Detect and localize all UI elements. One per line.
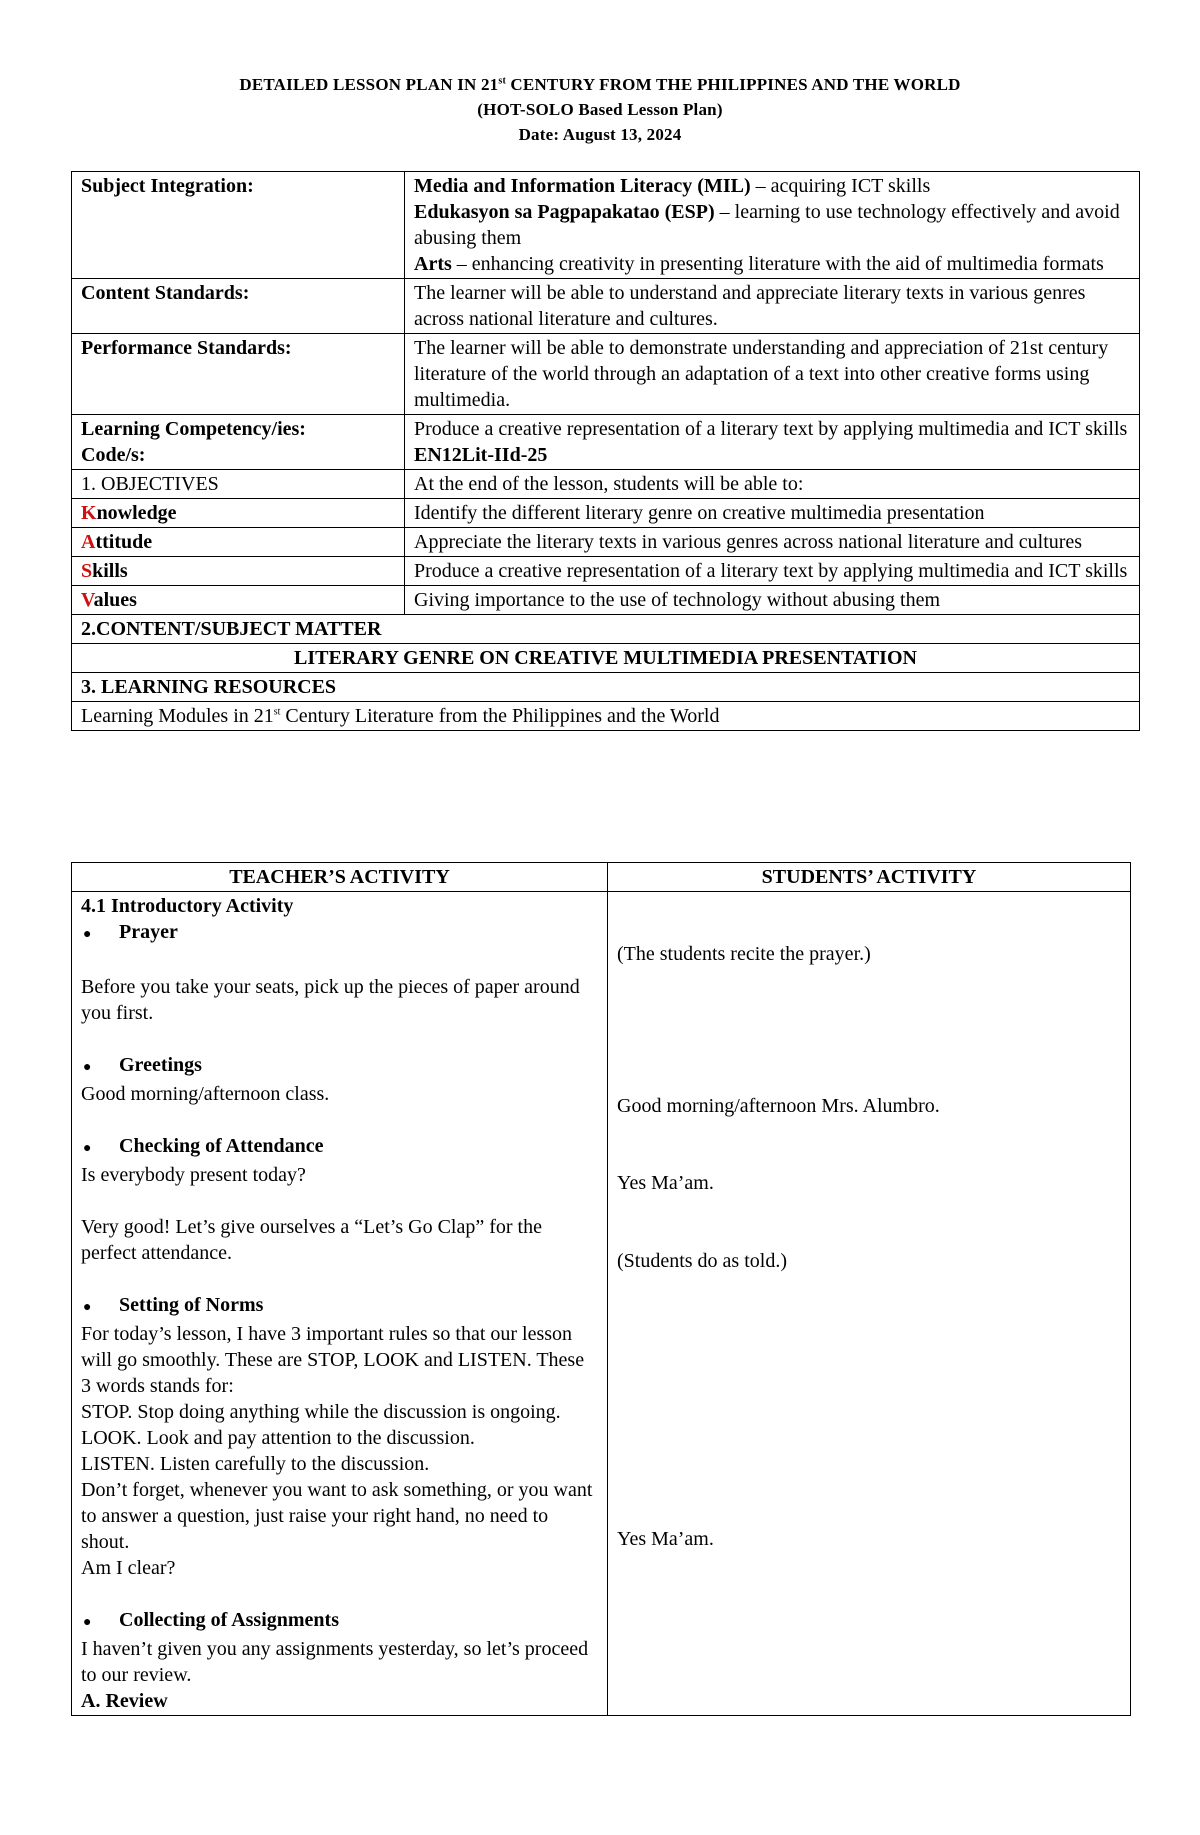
intro-heading: 4.1 Introductory Activity [81, 895, 294, 917]
student-activity-cell [608, 892, 1131, 1716]
content-standards-value: The learner will be able to understand and appreciate literary texts in various genres across national literature and cultures. [405, 279, 1140, 334]
norms-listen: LISTEN. Listen carefully to the discussion. [81, 1453, 430, 1475]
attitude-value: Appreciate the literary texts in various genres across national literature and cultures [405, 528, 1140, 557]
values-row [72, 586, 1140, 615]
assignments-bullet: ● Collecting of Assignments [81, 1607, 598, 1636]
student-do-as-told: (Students do as told.) [617, 1250, 787, 1272]
activity-body-row [72, 892, 1131, 1716]
attitude-row [72, 528, 1140, 557]
content-title-row [72, 644, 1140, 673]
content-heading-row [72, 615, 1140, 644]
norms-reminder: Don’t forget, whenever you want to ask something, or you want to answer a question, just raise your right hand, no need to shout. [81, 1479, 593, 1553]
subject-integration-row [72, 172, 1140, 279]
norms-intro: For today’s lesson, I have 3 important rules so that our lesson will go smoothly. These are STOP, LOOK and LISTEN. These 3 words stands for: [81, 1323, 585, 1397]
greetings-bullet: ● Greetings [81, 1052, 598, 1081]
attendance-question: Is everybody present today? [81, 1164, 306, 1186]
performance-standards-value: The learner will be able to demonstrate understanding and appreciation of 21st century literature of the world through an adaptation of a text into other creative forms using multimedia. [405, 334, 1140, 415]
norms-stop: STOP. Stop doing anything while the discussion is ongoing. [81, 1401, 561, 1423]
skills-label: Skills [72, 557, 405, 586]
competency-row [72, 415, 1140, 470]
competency-value: Produce a creative representation of a literary text by applying multimedia and ICT skills EN12Lit-IId-25 [405, 415, 1140, 470]
resources-value: Learning Modules in 21st Century Literature from the Philippines and the World [72, 702, 1140, 731]
lesson-plan-table [71, 171, 1140, 731]
document-subtitle: (HOT-SOLO Based Lesson Plan) [477, 100, 723, 119]
performance-standards-label: Performance Standards: [72, 334, 405, 415]
values-value: Giving importance to the use of technology without abusing them [405, 586, 1140, 615]
attendance-bullet: ● Checking of Attendance [81, 1133, 598, 1162]
norms-look: LOOK. Look and pay attention to the discussion. [81, 1427, 475, 1449]
values-label: Values [72, 586, 405, 615]
performance-standards-row [72, 334, 1140, 415]
bullet-icon: ● [83, 1300, 92, 1315]
norms-check: Am I clear? [81, 1557, 176, 1579]
student-greeting: Good morning/afternoon Mrs. Alumbro. [617, 1095, 940, 1117]
content-title: LITERARY GENRE ON CREATIVE MULTIMEDIA PRESENTATION [72, 644, 1140, 673]
knowledge-value: Identify the different literary genre on creative multimedia presentation [405, 499, 1140, 528]
skills-row [72, 557, 1140, 586]
student-activity-header: STUDENTS’ ACTIVITY [608, 863, 1131, 892]
bullet-icon: ● [83, 927, 92, 942]
prayer-text: Before you take your seats, pick up the pieces of paper around you first. [81, 976, 580, 1024]
document-header [0, 72, 1200, 147]
teacher-activity-cell [72, 892, 608, 1716]
bullet-icon: ● [83, 1060, 92, 1075]
content-standards-label: Content Standards: [72, 279, 405, 334]
student-prayer: (The students recite the prayer.) [617, 943, 871, 965]
skills-value: Produce a creative representation of a literary text by applying multimedia and ICT skills [405, 557, 1140, 586]
assignments-text: I haven’t given you any assignments yesterday, so let’s proceed to our review. [81, 1638, 589, 1686]
objectives-row [72, 470, 1140, 499]
prayer-bullet: ● Prayer [81, 919, 598, 948]
resources-row [72, 702, 1140, 731]
competency-code: EN12Lit-IId-25 [414, 444, 548, 466]
subject-integration-label: Subject Integration: [72, 172, 405, 279]
objectives-label: 1. OBJECTIVES [72, 470, 405, 499]
bullet-icon: ● [83, 1141, 92, 1156]
content-heading: 2.CONTENT/SUBJECT MATTER [72, 615, 1140, 644]
greetings-text: Good morning/afternoon class. [81, 1083, 330, 1105]
document-date: Date: August 13, 2024 [518, 125, 682, 144]
review-heading: A. Review [81, 1690, 168, 1712]
teacher-activity-header: TEACHER’S ACTIVITY [72, 863, 608, 892]
attendance-praise: Very good! Let’s give ourselves a “Let’s Go Clap” for the perfect attendance. [81, 1216, 542, 1264]
resources-heading: 3. LEARNING RESOURCES [72, 673, 1140, 702]
knowledge-row [72, 499, 1140, 528]
bullet-icon: ● [83, 1615, 92, 1630]
norms-bullet: ● Setting of Norms [81, 1292, 598, 1321]
resources-heading-row [72, 673, 1140, 702]
knowledge-label: Knowledge [72, 499, 405, 528]
student-yes-present: Yes Ma’am. [617, 1172, 714, 1194]
activity-table [71, 862, 1131, 1716]
attitude-label: Attitude [72, 528, 405, 557]
activity-header-row [72, 863, 1131, 892]
content-standards-row [72, 279, 1140, 334]
objectives-value: At the end of the lesson, students will be able to: [405, 470, 1140, 499]
document-title: DETAILED LESSON PLAN IN 21st CENTURY FROM THE PHILIPPINES AND THE WORLD [239, 75, 961, 94]
student-yes-clear: Yes Ma’am. [617, 1528, 714, 1550]
subject-integration-value: Media and Information Literacy (MIL) – acquiring ICT skills Edukasyon sa Pagpapakatao (ESP) – learning to use technology effectively and avoid abusing them Arts – enhancing creativity in presenting literature with the aid of multimedia formats [405, 172, 1140, 279]
competency-label: Learning Competency/ies: Code/s: [72, 415, 405, 470]
